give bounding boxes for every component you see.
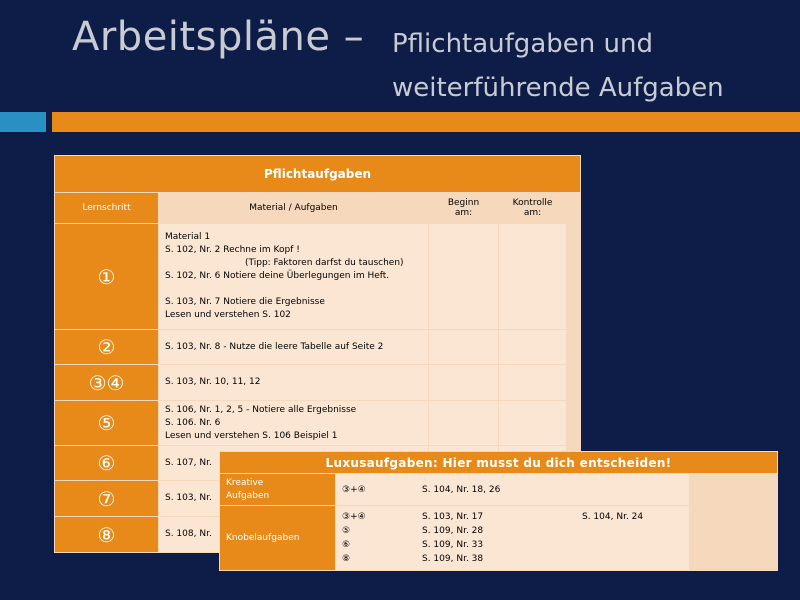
page-ref: S. 104, Nr. 18, 26 — [422, 484, 501, 495]
page-ref: S. 109, Nr. 33 — [422, 540, 484, 550]
table-row — [55, 401, 581, 446]
kontrolle-cell[interactable] — [499, 330, 567, 365]
luxus-table — [219, 451, 778, 571]
material-line: S. 107, Nr. — [165, 457, 212, 468]
beginn-cell[interactable] — [429, 401, 499, 446]
detail-line — [342, 538, 683, 552]
detail-line — [342, 524, 683, 538]
page-ref: S. 109, Nr. 28 — [422, 526, 484, 536]
material-line: S. 103, Nr. 7 Notiere die Ergebnisse — [165, 297, 325, 307]
subtitle-line-2: weiterführende Aufgaben — [392, 73, 724, 103]
col-header-material: Material / Aufgaben — [159, 193, 429, 224]
beginn-cell[interactable] — [429, 330, 499, 365]
table-row — [55, 365, 581, 401]
material-line: Lesen und verstehen S. 106 Beispiel 1 — [165, 430, 338, 441]
luxus-table-title: Luxusaufgaben: Hier musst du dich entscheiden! — [220, 452, 778, 474]
step-number: ⑥ — [55, 446, 159, 481]
step-number: ⑦ — [55, 481, 159, 517]
material-line: S. 106, Nr. 1, 2, 5 - Notiere alle Ergebnisse — [165, 404, 357, 415]
slide-subtitle — [392, 22, 724, 110]
col-header-extra — [567, 193, 581, 224]
material-line: S. 106. Nr. 6 — [165, 417, 221, 428]
col-header-kontrolle — [499, 193, 567, 224]
material-line: Lesen und verstehen S. 102 — [165, 310, 291, 320]
subtitle-line-1: Pflichtaufgaben und — [392, 29, 653, 59]
accent-bar-orange — [52, 112, 800, 132]
material-line: S. 103, Nr. 8 - Nutze die leere Tabelle auf Seite 2 — [165, 341, 384, 352]
material-cell — [159, 224, 429, 330]
beginn-cell[interactable] — [429, 224, 499, 330]
material-line: Material 1 — [165, 232, 211, 242]
beginn-cell[interactable] — [429, 365, 499, 401]
step-ref: ③+④ — [342, 484, 366, 495]
page-ref: S. 103, Nr. 17 — [422, 512, 484, 522]
kontrolle-cell[interactable] — [499, 401, 567, 446]
col-header-beginn-line1: Beginn — [447, 198, 480, 208]
spacer — [165, 283, 422, 296]
step-ref: ⑥ — [342, 540, 351, 550]
step-number: ⑤ — [55, 401, 159, 446]
extra-cell — [567, 365, 581, 401]
material-line: S. 108, Nr. — [165, 529, 212, 539]
category-cell — [220, 474, 336, 506]
extra-cell — [567, 401, 581, 446]
col-header-beginn — [429, 193, 499, 224]
check-cell[interactable] — [690, 474, 778, 506]
step-number: ⑧ — [55, 517, 159, 553]
material-cell — [159, 330, 429, 365]
detail-cell — [336, 474, 690, 506]
material-cell — [159, 365, 429, 401]
extra-cell — [567, 224, 581, 330]
col-header-lernschritt: Lernschritt — [55, 193, 159, 224]
accent-bar-blue — [0, 112, 46, 132]
step-ref: ⑤ — [342, 526, 351, 536]
table-row — [220, 506, 778, 571]
kontrolle-cell[interactable] — [499, 224, 567, 330]
category-line: Aufgaben — [226, 490, 270, 501]
step-ref: ③+④ — [342, 512, 366, 522]
category-line: Kreative — [226, 477, 264, 488]
material-line: S. 103, Nr. — [165, 493, 212, 503]
category-line: Knobelaufgaben — [226, 532, 300, 543]
step-number: ③④ — [55, 365, 159, 401]
step-ref: ⑧ — [342, 554, 351, 564]
table-row — [220, 474, 778, 506]
detail-line — [342, 510, 683, 524]
step-number: ② — [55, 330, 159, 365]
pflicht-table-title: Pflichtaufgaben — [55, 156, 581, 193]
step-number: ① — [55, 224, 159, 330]
col-header-beginn-line2: am: — [454, 208, 473, 218]
check-cell[interactable] — [690, 506, 778, 571]
page-ref-extra: S. 104, Nr. 24 — [582, 512, 644, 522]
slide-title: Arbeitspläne – — [72, 14, 365, 60]
table-row — [55, 224, 581, 330]
material-cell — [159, 401, 429, 446]
material-line: S. 103, Nr. 10, 11, 12 — [165, 377, 261, 387]
col-header-kontrolle-line1: Kontrolle — [512, 198, 553, 208]
material-line: (Tipp: Faktoren darfst du tauschen) — [245, 258, 404, 268]
category-cell — [220, 506, 336, 571]
detail-line — [342, 552, 683, 566]
kontrolle-cell[interactable] — [499, 365, 567, 401]
col-header-kontrolle-line2: am: — [523, 208, 542, 218]
page-ref: S. 109, Nr. 38 — [422, 554, 484, 564]
detail-line — [342, 483, 683, 497]
material-line: S. 102, Nr. 2 Rechne im Kopf ! — [165, 245, 300, 255]
table-row — [55, 330, 581, 365]
extra-cell — [567, 330, 581, 365]
detail-cell — [336, 506, 690, 571]
material-line: S. 102, Nr. 6 Notiere deine Überlegungen im Heft. — [165, 271, 390, 281]
